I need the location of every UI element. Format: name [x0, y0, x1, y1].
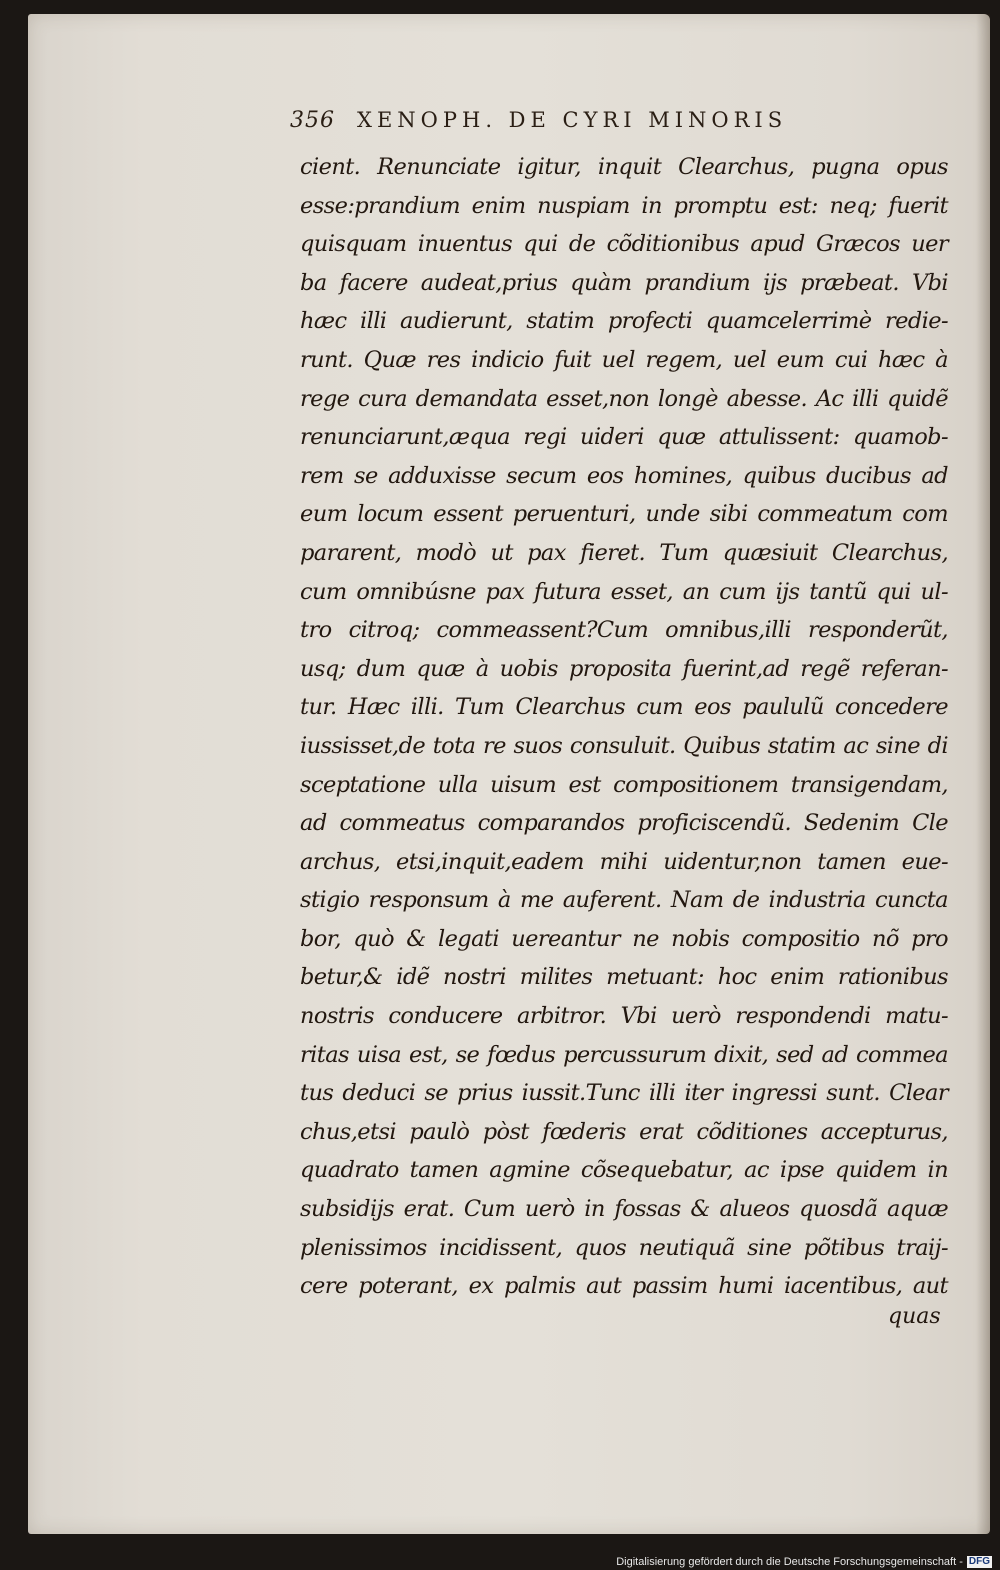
text-line: subsidijs erat. Cum uerò in fossas & alueos quosdã aquæ	[300, 1196, 948, 1223]
text-line: quisquam inuentus qui de cõditionibus apud Græcos uer	[300, 231, 948, 258]
catchword: quas	[888, 1304, 941, 1329]
text-line: plenissimos incidissent, quos neutiquã sine põtibus traij-	[300, 1234, 948, 1261]
page-edge-shadow	[976, 14, 990, 1534]
text-line: ad commeatus comparandos proficiscendũ. Sedenim Cle	[300, 810, 948, 837]
text-line: stigio responsum à me auferent. Nam de industria cuncta	[300, 887, 948, 914]
text-line: bor, quò & legati uereantur ne nobis compositio nõ pro	[300, 925, 948, 952]
text-line: runt. Quæ res indicio fuit uel regem, uel eum cui hæc à	[300, 346, 948, 373]
text-line: nostris conducere arbitror. Vbi uerò respondendi matu-	[300, 1003, 948, 1030]
running-head	[290, 108, 890, 133]
text-line: iussisset,de tota re suos consuluit. Quibus statim ac sine di	[300, 732, 948, 759]
page-number: 356	[290, 108, 335, 133]
text-line: eum locum essent peruenturi, unde sibi commeatum com	[300, 501, 948, 528]
text-line: cient. Renunciate igitur, inquit Clearchus, pugna opus	[300, 154, 948, 180]
text-line: tro citroq; commeassent?Cum omnibus,illi responderũt,	[300, 617, 948, 644]
text-line: usq; dum quæ à uobis proposita fuerint,ad regẽ referan-	[300, 655, 948, 682]
text-line: tus deduci se prius iussit.Tunc illi iter ingressi sunt. Clear	[300, 1080, 948, 1107]
digitization-credit	[616, 1556, 992, 1568]
text-line: cum omnibúsne pax futura esset, an cum ijs tantũ qui ul-	[300, 578, 948, 605]
text-line: cere poterant, ex palmis aut passim humi iacentibus, aut	[300, 1273, 948, 1300]
text-block	[300, 148, 948, 1306]
text-line: esse:prandium enim nuspiam in promptu est: neq; fuerit	[300, 192, 948, 219]
text-line: sceptatione ulla uisum est compositionem transigendam,	[300, 771, 948, 798]
text-line: pararent, modò ut pax fieret. Tum quæsiuit Clearchus,	[300, 539, 948, 566]
text-line: renunciarunt,æqua regi uideri quæ attulissent: quamob-	[300, 424, 948, 451]
credit-text: Digitalisierung gefördert durch die Deutsche Forschungsgemeinschaft -	[616, 1555, 963, 1568]
text-line: betur,& idẽ nostri milites metuant: hoc enim rationibus	[300, 964, 948, 991]
text-line: archus, etsi,inquit,eadem mihi uidentur,non tamen eue-	[300, 848, 948, 875]
text-line: quadrato tamen agmine cõsequebatur, ac ipse quidem in	[300, 1157, 948, 1184]
dfg-logo-icon: DFG	[968, 1556, 990, 1567]
running-title: XENOPH. DE CYRI MINORIS	[357, 108, 788, 132]
text-line: chus,etsi paulò pòst fœderis erat cõditiones accepturus,	[300, 1118, 948, 1145]
text-line: rem se adduxisse secum eos homines, quibus ducibus ad	[300, 462, 948, 489]
text-line: ba facere audeat,prius quàm prandium ijs præbeat. Vbi	[300, 269, 948, 296]
text-line: ritas uisa est, se fœdus percussurum dixit, sed ad commea	[300, 1041, 948, 1068]
text-line: tur. Hæc illi. Tum Clearchus cum eos paululũ concedere	[300, 694, 948, 721]
text-line: hæc illi audierunt, statim profecti quamcelerrimè redie-	[300, 308, 948, 335]
text-line: rege cura demandata esset,non longè abesse. Ac illi quidẽ	[300, 385, 948, 412]
